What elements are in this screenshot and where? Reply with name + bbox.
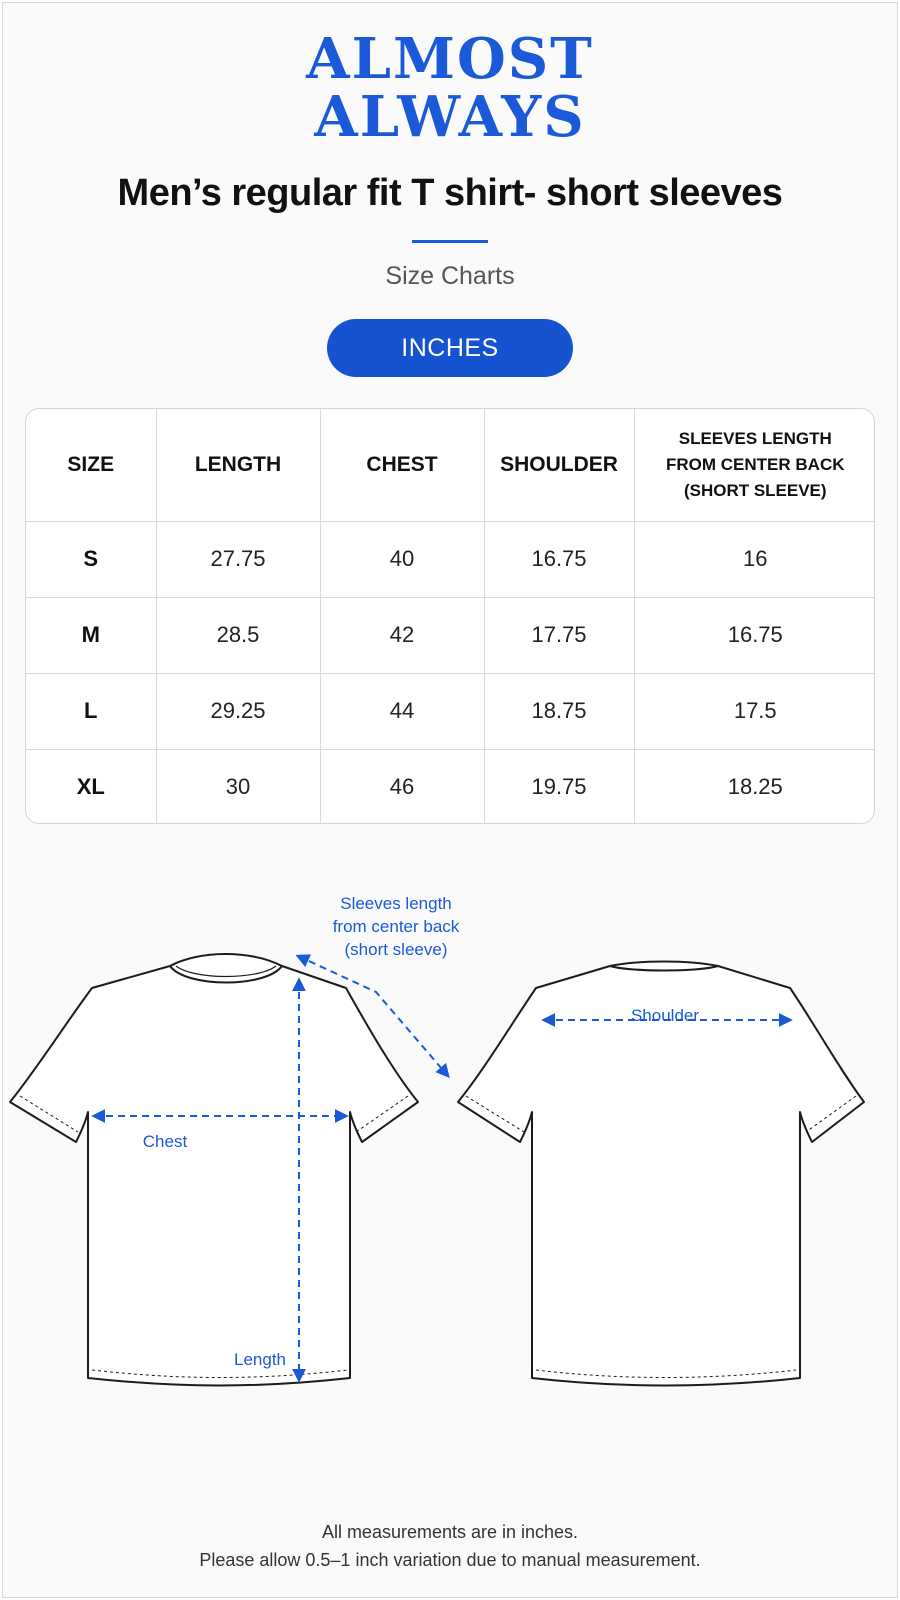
cell-sleeve: 18.25 (727, 774, 783, 800)
table-row (26, 749, 875, 824)
unit-inches-button[interactable]: INCHES (327, 319, 573, 377)
tshirt-illustrations (0, 880, 900, 1440)
sleeve-label-line-3: (short sleeve) (344, 940, 448, 959)
cell-sleeve: 16.75 (634, 597, 875, 673)
cell-shoulder: 17.75 (484, 597, 634, 673)
cell-size: L (26, 673, 156, 749)
footnote-line-2: Please allow 0.5–1 inch variation due to manual measurement. (199, 1550, 701, 1570)
cell-chest: 44 (320, 673, 484, 749)
header-chest: CHEST (320, 409, 484, 521)
cell-chest: 46 (320, 749, 484, 824)
footnote-line-1: All measurements are in inches. (321, 1522, 579, 1542)
sleeve-label-line-2: from center back (332, 917, 460, 936)
front-tshirt-icon (10, 954, 418, 1386)
cell-size: S (26, 521, 156, 597)
product-title: Men’s regular fit T shirt- short sleeves (117, 172, 783, 214)
cell-sleeve: 17.5 (634, 673, 875, 749)
table-row (26, 597, 875, 673)
brand-line-1: ALMOST (306, 26, 594, 92)
size-table (26, 409, 875, 824)
chest-label: Chest (142, 1132, 188, 1151)
table-row (26, 673, 875, 749)
sleeve-label-line-1: Sleeves length (340, 894, 452, 913)
sleeve-length-label (296, 892, 496, 961)
brand-logo (0, 26, 900, 150)
header-size: SIZE (26, 409, 156, 521)
measurement-diagram (0, 880, 900, 1440)
size-charts-subtitle: Size Charts (385, 262, 515, 290)
header-sleeve-length (634, 409, 875, 521)
header-shoulder: SHOULDER (484, 409, 634, 521)
measurement-footnote (0, 1518, 900, 1574)
cell-length: 27.75 (156, 521, 320, 597)
header-sleeve-line-1: SLEEVES LENGTH (678, 428, 832, 448)
cell-chest: 40 (320, 521, 484, 597)
brand-line-2: ALWAYS (314, 84, 586, 150)
header-length: LENGTH (156, 409, 320, 521)
title-divider (412, 240, 488, 243)
cell-size: M (26, 597, 156, 673)
cell-size: XL (26, 749, 156, 824)
header-sleeve-line-3: (SHORT SLEEVE) (683, 480, 827, 500)
size-table-card (25, 408, 875, 824)
cell-length: 30 (156, 749, 320, 824)
shoulder-label: Shoulder (630, 1006, 700, 1025)
cell-shoulder: 16.75 (484, 521, 634, 597)
cell-shoulder: 18.75 (484, 673, 634, 749)
cell-chest: 42 (320, 597, 484, 673)
table-header-row (26, 409, 875, 521)
cell-shoulder: 19.75 (484, 749, 634, 824)
cell-sleeve: 16 (634, 521, 875, 597)
length-label: Length (234, 1350, 286, 1369)
cell-length: 28.5 (156, 597, 320, 673)
table-row (26, 521, 875, 597)
header-sleeve-line-2: FROM CENTER BACK (666, 454, 845, 474)
cell-length: 29.25 (156, 673, 320, 749)
